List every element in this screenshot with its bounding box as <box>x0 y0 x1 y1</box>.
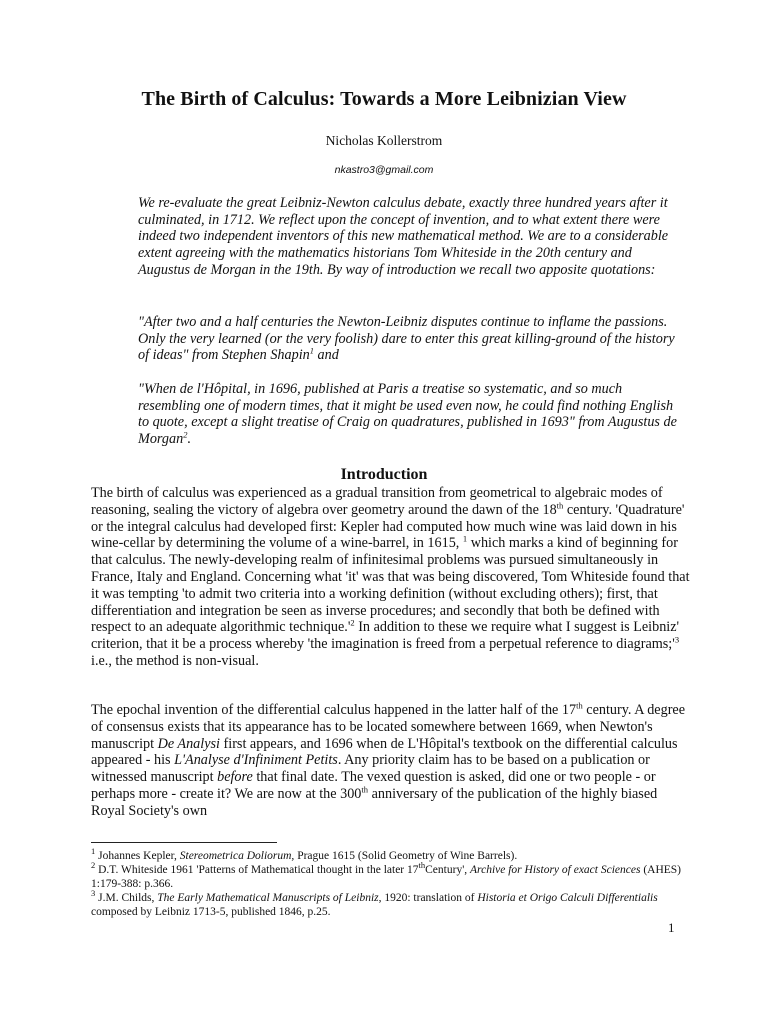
footnote-ref: 2 <box>350 617 355 628</box>
text-run: Prague 1615 (Solid Geometry of Wine Barrels). <box>294 850 518 862</box>
superscript: th <box>418 860 426 871</box>
text-run: first appears, and 1696 when de L'Hôpital's textbook on the differential calculus appeared - his <box>91 735 678 769</box>
text-run: century. 'Quadrature' or the integral calculus had developed first: Kepler had computed how much wine was laid down in his wine-cellar by determining the volume of a wine-barrel, in 1615, <box>91 501 685 552</box>
footnote-1 <box>91 846 691 864</box>
paper-title: The Birth of Calculus: Towards a More Leibnizian View <box>141 88 627 110</box>
text-run: composed by Leibniz 1713-5, published 1846, p.25. <box>91 905 331 918</box>
abstract-quote-shapin <box>138 314 678 364</box>
text-run: century. A degree of consensus exists that its appearance has to be located somewhere between 1669, when Newton's manuscript <box>91 702 686 752</box>
italic-title: Archive for History of exact Sciences <box>470 864 641 876</box>
author-name: Nicholas Kollerstrom <box>325 133 443 148</box>
footnote-ref: 2 <box>183 429 188 440</box>
footnote-ref: 1 <box>309 345 314 356</box>
quote-text: "When de l'Hôpital, in 1696, published at Paris a treatise so systematic, and so much resembling one of modern times, that it might be used even now, he could find nothing English to quote, except a slight treatise of Craig on quadratures, published in 1693" from Augustus de Morgan <box>138 381 677 448</box>
superscript: th <box>576 700 583 711</box>
abstract-quote-de-morgan <box>138 381 678 448</box>
text-run: J.M. Childs, <box>95 892 158 904</box>
text-run: , 1920: translation of <box>378 892 478 904</box>
text-run: D.T. Whiteside 1961 'Patterns of Mathematical thought in the later 17 <box>95 864 419 876</box>
italic-emphasis: before <box>217 769 253 786</box>
text-run: The birth of calculus was experienced as a gradual transition from geometrical to algebraic modes of reasoning, sealing the victory of algebra over geometry around the dawn of the 18 <box>91 485 663 518</box>
footnote-number: 3 <box>91 888 96 899</box>
footnote-ref: 3 <box>674 634 680 645</box>
quote-end: . <box>187 431 191 448</box>
section-heading-introduction: Introduction <box>340 466 428 483</box>
footnote-number: 1 <box>91 846 96 857</box>
italic-title: Stereometrica Doliorum, <box>179 850 295 862</box>
page-number: 1 <box>668 920 675 935</box>
text-run: (AHES) 1:179-388: p.366. <box>91 864 682 890</box>
text-run: The epochal invention of the differential calculus happened in the latter half of the 17 <box>91 702 577 718</box>
italic-title: The Early Mathematical Manuscripts of Leibniz <box>157 892 379 904</box>
text-run: i.e., the method is non-visual. <box>91 652 259 669</box>
text-run: In addition to these we require what I suggest is Leibniz' criterion, that it be a process whereby 'the imagination is freed from a perpetual reference to diagrams;' <box>91 619 680 653</box>
body-paragraph-2 <box>91 702 691 820</box>
text-run: . Any priority claim has to be based on a publication or witnessed manuscript <box>91 752 650 786</box>
text-run: anniversary of the publication of the highly biased Royal Society's own <box>91 785 658 819</box>
text-run: Century', <box>425 864 471 876</box>
footnote-separator <box>91 842 277 843</box>
footnote-3 <box>91 888 691 920</box>
quote-end: and <box>313 347 339 364</box>
body-paragraph-1 <box>91 485 691 670</box>
footnote-number: 2 <box>91 860 96 871</box>
italic-title: Historia et Origo Calculi Differentialis <box>477 892 658 904</box>
quote-text: "After two and a half centuries the Newton-Leibniz disputes continue to inflame the passions. Only the very learned (or the very foolish) dare to enter this great killing-ground of the history of ideas" from Stephen Shapin <box>138 314 675 364</box>
author-email: nkastro3@gmail.com <box>334 164 434 176</box>
footnote-ref: 1 <box>462 533 468 544</box>
text-run: Johannes Kepler, <box>95 850 180 862</box>
italic-title: L'Analyse d'Infiniment Petits <box>174 752 338 769</box>
abstract-paragraph: We re-evaluate the great Leibniz-Newton calculus debate, exactly three hundred years after it culminated, in 1712. We reflect upon the concept of invention, and to what extent there were indeed two independent inventors of this new mathematical method. We are to a considerable extent agreeing with the mathematics historians Tom Whiteside in the 20th century and Augustus de Morgan in the 19th. By way of introduction we recall two apposite quotations: <box>138 195 669 278</box>
italic-title: De Analysi <box>157 735 220 752</box>
footnote-2 <box>91 860 691 892</box>
superscript: th <box>361 784 369 795</box>
superscript: th <box>556 500 564 511</box>
text-run: which marks a kind of beginning for that calculus. The newly-developing realm of infinitesimal problems was pursued simultaneously in France, Italy and England. Concerning what 'it' was that was being discovered, Tom Whiteside found that it was tempting 'to admit two criteria into a working definition (without excluding others); first, that differentiation and integration be seen as inverse procedures; and secondly that both be defined with respect to an adequate algorithmic technique.' <box>91 535 690 636</box>
text-run: that final date. The vexed question is asked, did one or two people - or perhaps more - create it? We are now at the 300 <box>91 769 656 802</box>
